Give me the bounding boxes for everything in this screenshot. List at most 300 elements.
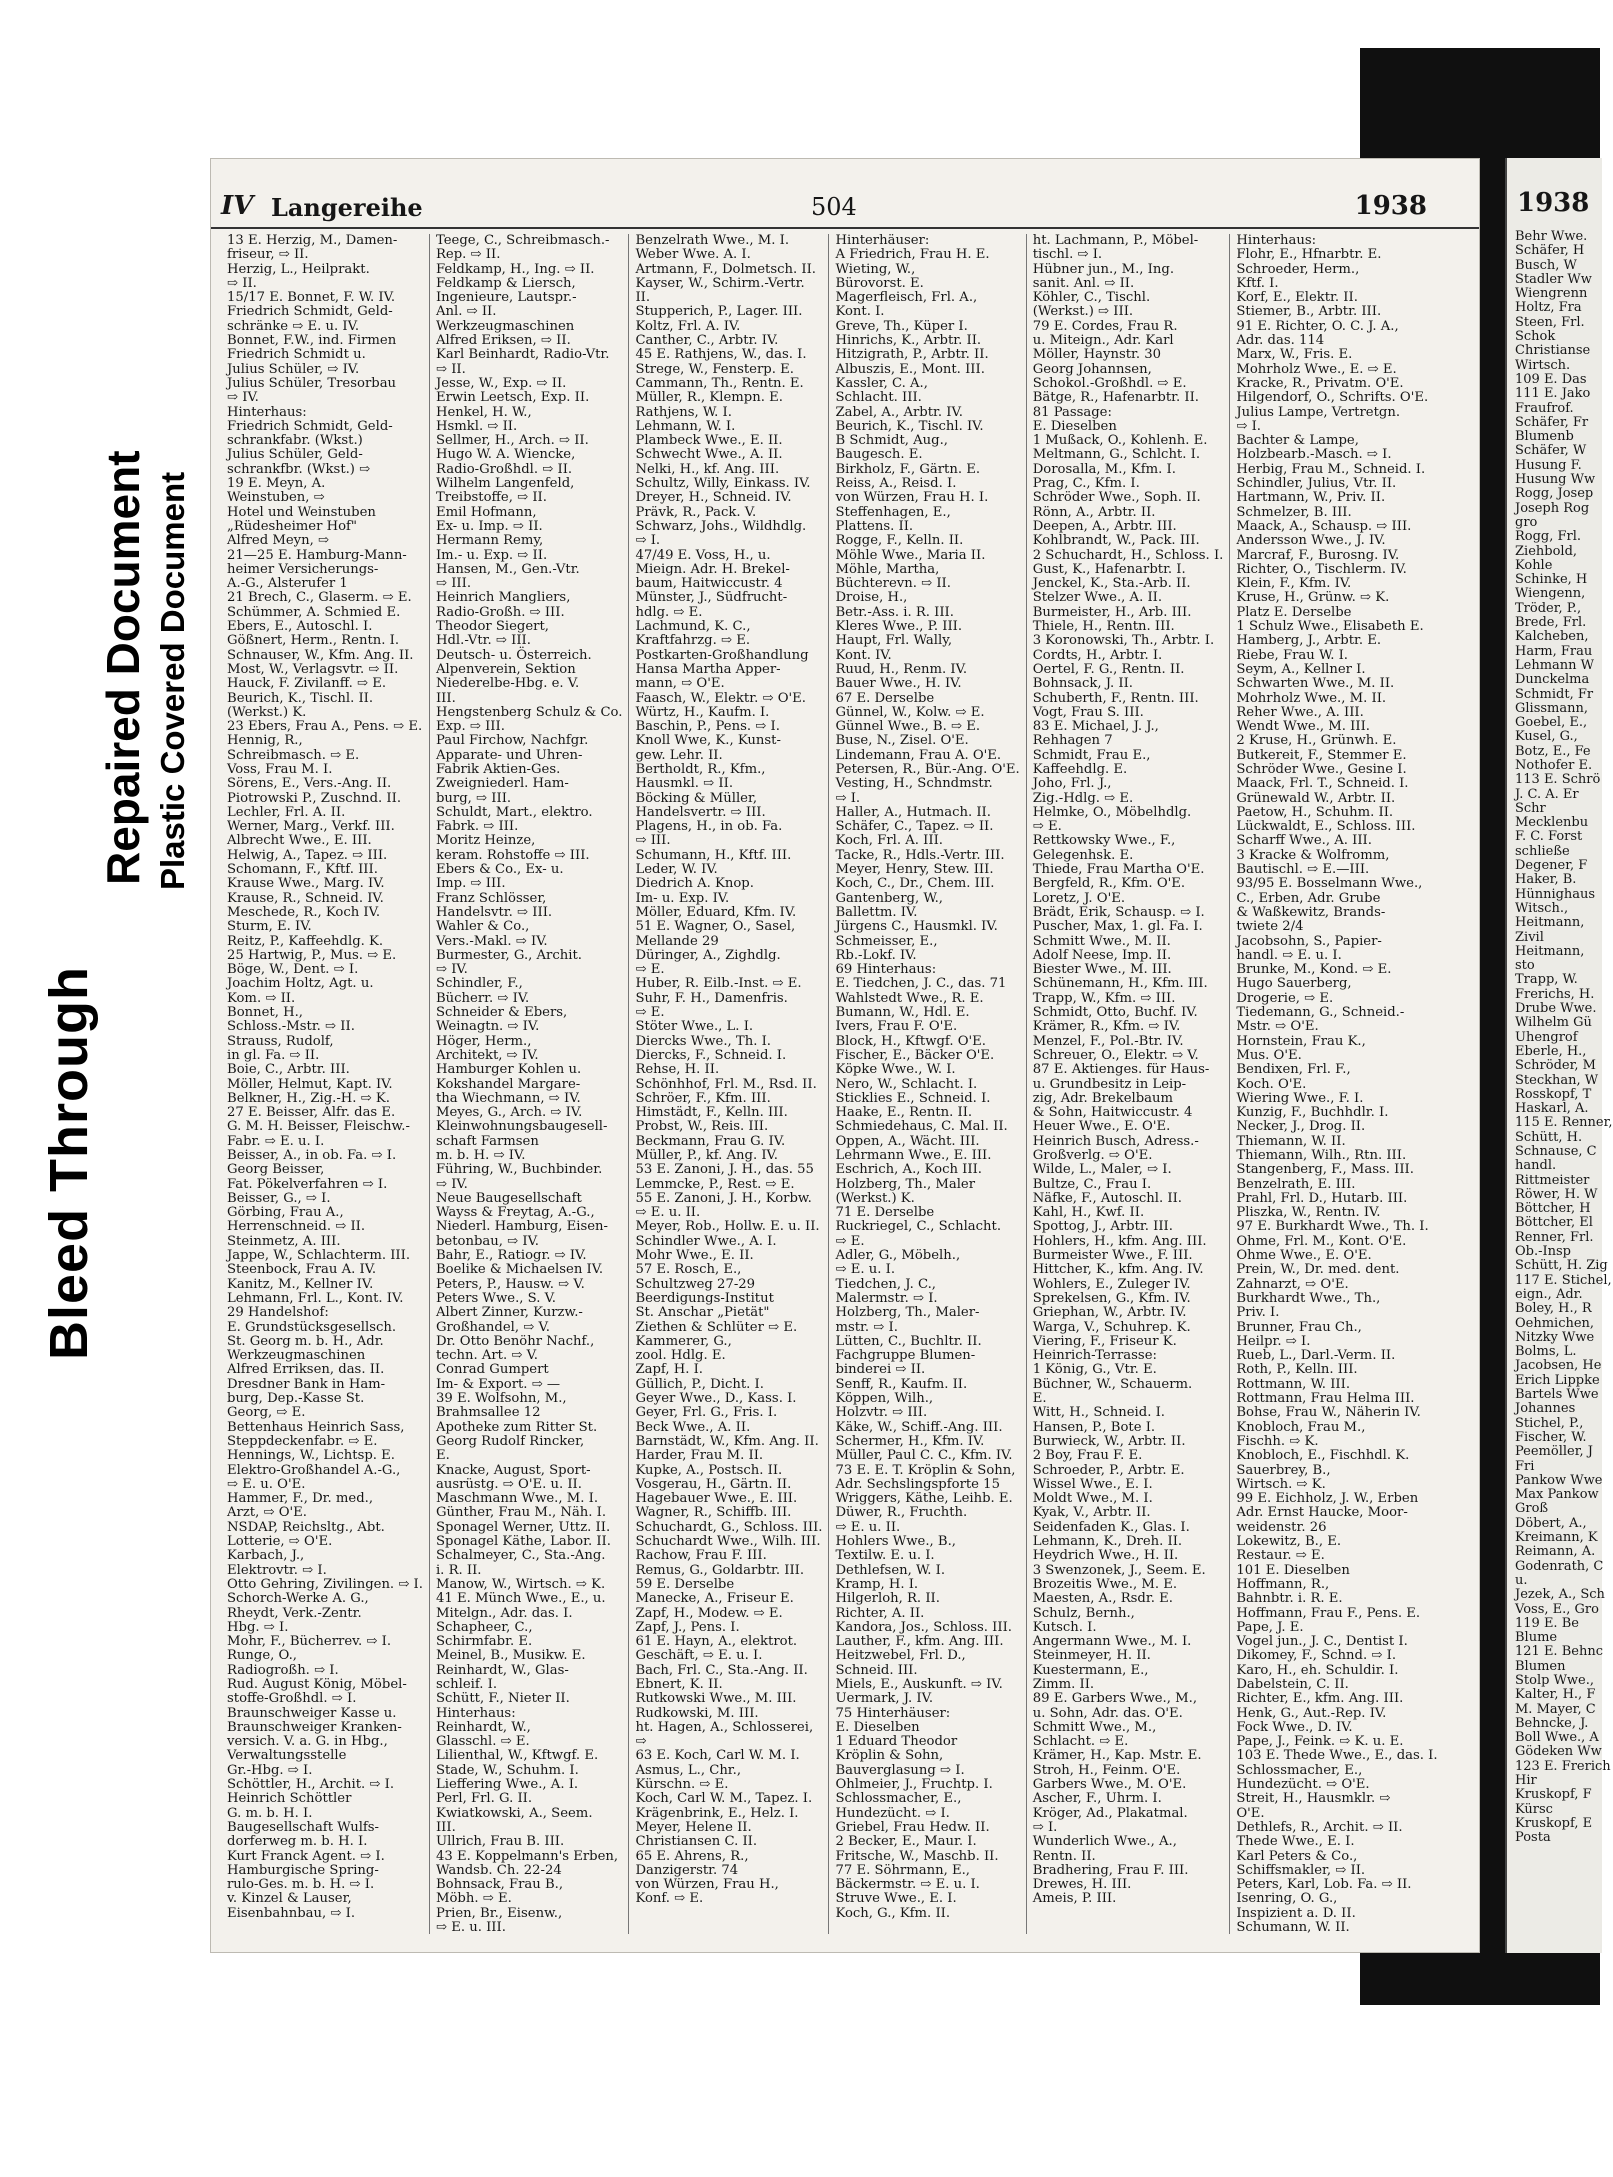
directory-entry: Feldkamp, H., Ing. ⇨ II. — [435, 261, 595, 277]
directory-entry: Herbig, Frau M., Schneid. I. — [1236, 461, 1426, 477]
directory-entry: Pape, J., Feink. ⇨ K. u. E. — [1236, 1734, 1404, 1750]
directory-entry: Sponagel Käthe, Labor. II. — [435, 1534, 611, 1550]
directory-entry: Thiele, H., Rentn. III. — [1032, 619, 1175, 635]
adjacent-page-entry: Kalter, H., F — [1515, 1687, 1596, 1703]
directory-entry: Hornstein, Frau K., — [1236, 1033, 1366, 1049]
directory-entry: (Werkst.) K. — [835, 1190, 915, 1206]
adjacent-page-entry: Goebel, E., — [1515, 715, 1588, 731]
directory-entry: Günther, Frau M., Näh. I. — [435, 1505, 607, 1521]
directory-entry: Schuldt, Mart., elektro. — [435, 804, 593, 820]
directory-entry: Rudkowski, M. III. — [635, 1705, 759, 1721]
directory-entry: Schümmer, A. Schmied E. — [227, 604, 401, 620]
directory-entry: Geschäft, ⇨ E. u. I. — [635, 1648, 763, 1664]
directory-entry: Gantenberg, W., — [835, 890, 943, 906]
directory-entry: G. m. b. H. I. — [227, 1805, 313, 1821]
directory-entry: burg, Dep.-Kasse St. — [227, 1391, 365, 1407]
directory-entry: Beck Wwe., A. II. — [635, 1419, 751, 1435]
directory-entry: Wieting, W., — [835, 261, 916, 277]
directory-entry: Eisenbahnbau, ⇨ I. — [227, 1905, 356, 1921]
directory-entry: Knobloch, Frau M., — [1236, 1419, 1366, 1435]
directory-entry: Pape, J. E. — [1236, 1619, 1304, 1635]
directory-entry: Helwig, A., Tapez. ⇨ III. — [227, 847, 388, 863]
directory-entry: Führing, W., Buchbinder. — [435, 1162, 603, 1178]
directory-entry: weidenstr. 26 — [1236, 1519, 1327, 1535]
page-number: 504 — [811, 193, 857, 221]
directory-entry: Most, W., Verlagsvtr. ⇨ II. — [227, 661, 399, 677]
directory-entry: Maesten, A., Rsdr. E. — [1032, 1591, 1173, 1607]
directory-entry: ⇨ I. — [1236, 418, 1262, 434]
adjacent-page-entry: Botz, E., Fe — [1515, 743, 1591, 759]
directory-entry: Henk, G., Aut.-Rep. IV. — [1236, 1705, 1387, 1721]
directory-entry: Gelegenhsk. E. — [1032, 847, 1134, 863]
directory-entry: Thiemann, W. II. — [1236, 1133, 1346, 1149]
directory-entry: 1 Eduard Theodor — [835, 1734, 958, 1750]
directory-entry: ⇨ E. u. III. — [435, 1920, 506, 1936]
adjacent-page-entry: Stadler Ww — [1515, 271, 1592, 287]
directory-entry: Fischer, E., Bäcker O'E. — [835, 1047, 995, 1063]
directory-entry: Rottmann, Frau Helma III. — [1236, 1391, 1415, 1407]
directory-entry: Möller, Helmut, Kapt. IV. — [227, 1076, 393, 1092]
directory-entry: Koch. O'E. — [1236, 1076, 1307, 1092]
directory-entry: ⇨ E. — [635, 1005, 665, 1021]
directory-entry: Kurt Franck Agent. ⇨ I. — [227, 1848, 385, 1864]
directory-entry: Adr. das. 114 — [1236, 333, 1325, 349]
directory-entry: Schulz, Bernh., — [1032, 1605, 1135, 1621]
adjacent-page-entry: Schnause, C — [1515, 1144, 1597, 1159]
adjacent-page-entry: Kohle — [1515, 557, 1553, 573]
directory-entry: 19 E. Meyn, A. — [227, 476, 326, 492]
directory-entry: mstr. ⇨ I. — [835, 1319, 898, 1335]
directory-entry: E. — [435, 1448, 450, 1464]
directory-entry: Cammann, Th., Rentn. E. — [635, 375, 804, 391]
adjacent-page-entry: M. Mayer, C — [1515, 1701, 1596, 1717]
directory-entry: Schumann, W. II. — [1236, 1920, 1350, 1936]
directory-entry: Tacke, R., Hdls.-Vertr. III. — [835, 847, 1005, 863]
directory-entry: 2 Boy, Frau F. E. — [1032, 1448, 1143, 1464]
directory-entry: Schreuer, O., Elektr. ⇨ V. — [1032, 1047, 1199, 1063]
directory-entry: Angermann Wwe., M. I. — [1032, 1634, 1192, 1650]
directory-entry: Koch, C., Dr., Chem. III. — [835, 876, 995, 892]
directory-entry: Andersson Wwe., J. IV. — [1236, 533, 1386, 549]
directory-entry: Beisser, G., ⇨ I. — [227, 1190, 331, 1206]
directory-entry: Schlossmacher, E., — [1236, 1762, 1363, 1778]
directory-entry: Schwarten Wwe., M. II. — [1236, 676, 1395, 692]
directory-entry: Radio-Großh. ⇨ III. — [435, 604, 565, 620]
directory-column-6 — [1230, 234, 1443, 1934]
directory-entry: 91 E. Richter, O. C. J. A., — [1236, 318, 1399, 334]
directory-entry: 21—25 E. Hamburg-Mann- — [227, 547, 407, 563]
directory-entry: Koch, Frl. A. III. — [835, 833, 943, 849]
directory-page — [210, 158, 1480, 1953]
directory-entry: Dikomey, F., Schnd. ⇨ I. — [1236, 1648, 1397, 1664]
directory-entry: Georg Beisser, — [227, 1162, 325, 1178]
directory-entry: Jesse, W., Exp. ⇨ II. — [435, 375, 567, 391]
adjacent-page-entry: 113 E. Schrö — [1515, 772, 1601, 788]
directory-entry: Adler, G., Möbelh., — [835, 1248, 961, 1264]
directory-entry: rulo-Ges. m. b. H. ⇨ I. — [227, 1877, 375, 1893]
directory-entry: Fachgruppe Blumen- — [835, 1348, 976, 1364]
directory-entry: Handelsvertr. ⇨ III. — [635, 804, 766, 820]
adjacent-page-entry: Husung F. — [1515, 457, 1582, 473]
adjacent-page-entry: Schr — [1515, 800, 1546, 816]
directory-entry: Wilde, L., Maler, ⇨ I. — [1032, 1162, 1172, 1178]
directory-entry: Schlossmacher, E., — [835, 1791, 962, 1807]
directory-entry: Schmelzer, B. III. — [1236, 504, 1352, 520]
adjacent-page-entry: Frerichs, H. — [1515, 986, 1595, 1002]
directory-entry: Meschede, R., Koch IV. — [227, 904, 381, 920]
directory-entry: Zapf, H., Modew. ⇨ E. — [635, 1605, 783, 1621]
directory-entry: 57 E. Rosch, E., — [635, 1262, 742, 1278]
directory-entry: Wilhelm Langenfeld, — [435, 476, 575, 492]
directory-entry: 61 E. Hayn, A., elektrot. — [635, 1634, 798, 1650]
directory-entry: Bohnsack, J. II. — [1032, 676, 1133, 692]
directory-entry: Sticklies E., Schneid. I. — [835, 1090, 991, 1106]
directory-entry: Näfke, F., Autoschl. II. — [1032, 1190, 1182, 1206]
directory-entry: Faasch, W., Elektr. ⇨ O'E. — [635, 690, 806, 706]
directory-entry: Kutsch. I. — [1032, 1619, 1097, 1635]
directory-entry: Theodor Siegert, — [435, 619, 549, 635]
directory-entry: Griebel, Frau Hedw. II. — [835, 1819, 990, 1835]
directory-entry: Beckmann, Frau G. IV. — [635, 1133, 786, 1149]
directory-entry: Burmester, G., Archit. — [435, 947, 582, 963]
directory-entry: Schroeder, Herm., — [1236, 261, 1360, 277]
directory-entry: Oertel, F. G., Rentn. II. — [1032, 661, 1185, 677]
directory-entry: Wendt Wwe., M. III. — [1236, 719, 1370, 735]
section-number: IV — [221, 191, 254, 221]
directory-entry: 47/49 E. Voss, H., u. — [635, 547, 771, 563]
adjacent-page-entry: 115 E. Renner, — [1515, 1115, 1613, 1131]
directory-entry: Kramp, H. I. — [835, 1576, 919, 1592]
directory-entry: 1 Mußack, O., Kohlenh. E. — [1032, 433, 1208, 449]
directory-entry: Hinterhaus: — [227, 404, 307, 420]
directory-entry: Haake, E., Rentn. II. — [835, 1105, 973, 1121]
directory-entry: Kaffeehdlg. E. — [1032, 761, 1128, 777]
directory-entry: Hsmkl. ⇨ II. — [435, 418, 518, 434]
directory-entry: Rheydt, Verk.-Zentr. — [227, 1605, 362, 1621]
directory-entry: Niederelbe-Hbg. e. V. — [435, 676, 580, 692]
directory-entry: 21 Brech, C., Glaserm. ⇨ E. — [227, 590, 412, 606]
directory-entry: Großhandel, ⇨ V. — [435, 1319, 550, 1335]
adjacent-page-entry: Schmidt, Fr — [1515, 686, 1594, 702]
directory-entry: Im- u. Exp. IV. — [635, 890, 730, 906]
directory-entry: Richter, E., kfm. Ang. III. — [1236, 1691, 1404, 1707]
directory-entry: twiete 2/4 — [1236, 919, 1304, 935]
directory-entry: Zimm. II. — [1032, 1676, 1095, 1692]
directory-entry: Thiede, Frau Martha O'E. — [1032, 862, 1205, 878]
directory-entry: Hausmkl. ⇨ II. — [635, 776, 734, 792]
directory-entry: sanit. Anl. ⇨ II. — [1032, 275, 1135, 291]
directory-entry: Radiogroßh. ⇨ I. — [227, 1662, 339, 1678]
directory-entry: Schlacht. ⇨ E. — [1032, 1734, 1129, 1750]
directory-entry: 87 E. Aktienges. für Haus- — [1032, 1062, 1210, 1078]
adjacent-page-entry: eign., Adr. — [1515, 1286, 1583, 1302]
directory-entry: Suhr, F. H., Damenfris. — [635, 990, 788, 1006]
directory-entry: Düwer, R., Fruchth. — [835, 1505, 968, 1521]
directory-entry: Käke, W., Schiff.-Ang. III. — [835, 1419, 1003, 1435]
directory-entry: schaft Farmsen — [435, 1133, 539, 1149]
directory-entry: Apparate- und Uhren- — [435, 747, 583, 763]
directory-entry: Bradhering, Frau F. III. — [1032, 1862, 1189, 1878]
directory-entry: tischl. ⇨ I. — [1032, 247, 1103, 263]
directory-entry: Stroh, H., Feinm. O'E. — [1032, 1762, 1181, 1778]
directory-entry: Schütt, F., Nieter II. — [435, 1691, 570, 1707]
adjacent-page-entry: handl. — [1515, 1158, 1557, 1174]
directory-entry: Mohr Wwe., E. II. — [635, 1248, 754, 1264]
directory-entry: Schumann, H., Kftf. III. — [635, 847, 792, 863]
directory-entry: ⇨ E. u. II. — [635, 1205, 701, 1221]
directory-entry: Schmiedehaus, C. Mal. II. — [835, 1119, 1008, 1135]
directory-entry: Zapf, J., Pens. I. — [635, 1619, 740, 1635]
directory-entry: Höger, Herm., — [435, 1033, 532, 1049]
directory-entry: Joachim Holtz, Agt. u. — [227, 976, 374, 992]
adjacent-page-entry: Jacobsen, He — [1515, 1358, 1602, 1374]
directory-entry: NSDAP, Reichsltg., Abt. — [227, 1519, 385, 1535]
adjacent-page-entry: Trapp, W. — [1515, 972, 1578, 988]
directory-entry: Fritsche, W., Maschb. II. — [835, 1848, 999, 1864]
directory-entry: Vesting, H., Schndmstr. — [835, 776, 993, 792]
directory-entry: Eschrich, A., Koch III. — [835, 1162, 982, 1178]
directory-entry: Imp. ⇨ III. — [435, 876, 506, 892]
directory-entry: keram. Rohstoffe ⇨ III. — [435, 847, 590, 863]
directory-entry: friseur, ⇨ II. — [227, 247, 309, 263]
directory-entry: Ivers, Frau F. O'E. — [835, 1019, 958, 1035]
directory-entry: 13 E. Herzig, M., Damen- — [227, 233, 398, 248]
directory-entry: Friedrich Schmidt u. — [227, 347, 366, 363]
bleed-through-label: Bleed Through — [39, 966, 99, 1360]
directory-entry: Leder, W. IV. — [635, 862, 718, 878]
directory-entry: Petersen, R., Bür.-Ang. O'E. — [835, 761, 1020, 777]
directory-entry: Jappe, W., Schlachterm. III. — [227, 1248, 411, 1264]
directory-entry: Strauss, Rudolf, — [227, 1033, 334, 1049]
directory-entry: Buse, N., Zisel. O'E. — [835, 733, 969, 749]
directory-entry: mann, ⇨ O'E. — [635, 676, 725, 692]
directory-entry: 63 E. Koch, Carl W. M. I. — [635, 1748, 800, 1764]
directory-entry: ⇨ II. — [227, 275, 257, 291]
directory-entry: Hotel und Weinstuben — [227, 504, 376, 520]
directory-entry: Heinrich Busch, Adress.- — [1032, 1133, 1199, 1149]
directory-entry: Geyer Wwe., D., Kass. I. — [635, 1391, 797, 1407]
directory-entry: Maack, Frl. T., Schneid. I. — [1236, 776, 1409, 792]
directory-entry: u. Miteign., Adr. Karl — [1032, 333, 1174, 349]
directory-entry: C., Erben, Adr. Grube — [1236, 890, 1381, 906]
directory-entry: Friedrich Schmidt, Geld- — [227, 304, 393, 320]
directory-entry: Kruse, H., Grünw. ⇨ K. — [1236, 590, 1390, 606]
directory-entry: Möller, Eduard, Kfm. IV. — [635, 904, 797, 920]
directory-entry: 69 Hinterhaus: — [835, 962, 937, 978]
directory-entry: Glasschl. ⇨ E. — [435, 1734, 530, 1750]
directory-entry: Meinel, B., Musikw. E. — [435, 1648, 586, 1664]
directory-entry: Heitzwebel, Frl. D., — [835, 1648, 966, 1664]
directory-entry: ⇨ I. — [835, 790, 861, 806]
directory-entry: E. — [1032, 1391, 1047, 1407]
directory-entry: ⇨ E. u. O'E. — [227, 1476, 306, 1492]
directory-entry: Werkzeugmaschinen — [227, 1348, 366, 1364]
directory-entry: Brozeitis Wwe., M. E. — [1032, 1576, 1178, 1592]
page-header — [211, 187, 1479, 229]
directory-entry: Fabrik Aktien-Ges. — [435, 761, 561, 777]
directory-entry: Heinrich-Terrasse: — [1032, 1348, 1157, 1364]
adjacent-page-entry: Fraufrof. — [1515, 400, 1574, 416]
directory-entry: 65 E. Ahrens, R., — [635, 1848, 749, 1864]
directory-entry: Hbg. ⇨ I. — [227, 1619, 289, 1635]
adjacent-page-entry: Heitmann, — [1515, 943, 1585, 959]
directory-entry: Im.- u. Exp. ⇨ II. — [435, 547, 548, 563]
directory-entry: Ohme Wwe., E. O'E. — [1236, 1248, 1372, 1264]
directory-entry: St. Anschar „Pietät" — [635, 1305, 770, 1321]
directory-entry: Günnel Wwe., B. ⇨ E. — [835, 719, 981, 735]
directory-entry: Lokewitz, B., E. — [1236, 1534, 1342, 1550]
directory-entry: Nero, W., Schlacht. I. — [835, 1076, 978, 1092]
directory-entry: Peters, Karl, Lob. Fa. ⇨ II. — [1236, 1877, 1412, 1893]
directory-entry: Dethlefsen, W. I. — [835, 1562, 946, 1578]
directory-entry: Heinrich Mangliers, — [435, 590, 571, 606]
directory-entry: Hinterhaus: — [435, 1705, 516, 1721]
directory-entry: Holzbearb.-Masch. ⇨ I. — [1236, 447, 1392, 463]
directory-entry: Lechler, Frl. A. II. — [227, 804, 346, 820]
directory-entry: Mohrholz Wwe., E. ⇨ E. — [1236, 361, 1397, 377]
directory-entry: Exp. ⇨ III. — [435, 719, 505, 735]
directory-entry: Julius Schüler, Geld- — [227, 447, 363, 463]
directory-entry: Wagner, R., Schiffb. III. — [635, 1505, 792, 1521]
directory-entry: Heilpr. ⇨ I. — [1236, 1333, 1311, 1349]
directory-entry: 45 E. Rathjens, W., das. I. — [635, 347, 807, 363]
directory-entry: Sprekelsen, G., Kfm. IV. — [1032, 1290, 1191, 1306]
directory-entry: Hohlers Wwe., B., — [835, 1534, 957, 1550]
directory-entry: Mellande 29 — [635, 933, 719, 949]
directory-entry: Großverlg. ⇨ O'E. — [1032, 1148, 1153, 1163]
directory-entry: Holzvtr. ⇨ III. — [835, 1405, 928, 1421]
directory-entry: Kröger, Ad., Plakatmal. — [1032, 1805, 1188, 1821]
directory-entry: Manecke, A., Friseur E. — [635, 1591, 794, 1607]
directory-entry: Kayser, W., Schirm.-Vertr. — [635, 275, 805, 291]
directory-entry: 1 Schulz Wwe., Elisabeth E. — [1236, 619, 1424, 635]
directory-entry: (Werkst.) ⇨ III. — [1032, 304, 1134, 320]
directory-entry: schrankfbr. (Wkst.) ⇨ — [227, 461, 371, 477]
directory-entry: Weinagtn. ⇨ IV. — [435, 1019, 540, 1035]
adjacent-page-entry: Döbert, A., — [1515, 1515, 1587, 1531]
directory-entry: ⇨ — [635, 1734, 647, 1750]
directory-entry: 1 König, G., Vtr. E. — [1032, 1362, 1157, 1378]
adjacent-page-entry: Kusel, G., — [1515, 729, 1578, 745]
directory-entry: ⇨ IV. — [435, 1176, 468, 1192]
adjacent-page-entry: Schütt, H. — [1515, 1129, 1583, 1145]
directory-entry: Hamberg, J., Arbtr. E. — [1236, 633, 1382, 649]
directory-entry: Stade, W., Schuhm. I. — [435, 1762, 579, 1778]
directory-entry: Wiering Wwe., F. I. — [1236, 1090, 1364, 1106]
directory-entry: Treibstoffe, ⇨ II. — [435, 490, 547, 506]
directory-entry: 2 Kruse, H., Grünwh. E. — [1236, 733, 1397, 749]
street-name: Langereihe — [271, 193, 423, 222]
entry-columns — [221, 233, 1438, 1936]
directory-entry: Julius Lampe, Vertretgn. — [1236, 404, 1401, 420]
repaired-document-label: Repaired Document — [97, 450, 149, 885]
directory-entry: Schünemann, H., Kfm. III. — [1032, 976, 1208, 992]
directory-entry: Schermer, H., Kfm. IV. — [835, 1433, 985, 1449]
adjacent-page-entry: Behncke, J. — [1515, 1715, 1589, 1731]
directory-entry: Hittcher, K., kfm. Ang. IV. — [1032, 1262, 1204, 1278]
directory-entry: Deutsch- u. Österreich. — [435, 647, 592, 663]
directory-entry: Im- & Export. ⇨ — — [435, 1376, 561, 1392]
directory-entry: Prahl, Frl. D., Hutarb. III. — [1236, 1190, 1408, 1206]
directory-entry: Schäfer, C., Tapez. ⇨ II. — [835, 819, 994, 835]
directory-entry: Spottog, J., Arbtr. III. — [1032, 1219, 1173, 1235]
adjacent-page-entry: Gödeken Ww — [1515, 1744, 1602, 1760]
directory-entry: Barnstädt, W., Kfm. Ang. II. — [635, 1433, 819, 1449]
directory-entry: Bertholdt, R., Kfm., — [635, 761, 766, 777]
directory-entry: baum, Haitwiccustr. 4 — [635, 576, 783, 592]
directory-entry: Schindler, Julius, Vtr. II. — [1236, 476, 1397, 492]
directory-entry: Ascher, F., Uhrm. I. — [1032, 1791, 1162, 1807]
directory-entry: Bumann, W., Hdl. E. — [835, 1005, 970, 1021]
adjacent-page-entry: Blumen — [1515, 1658, 1566, 1674]
directory-entry: Warga, V., Schuhrep. K. — [1032, 1319, 1191, 1335]
directory-entry: schleif. I. — [435, 1676, 498, 1692]
directory-entry: Asmus, L., Chr., — [635, 1762, 742, 1778]
directory-entry: Kleinwohnungsbaugesell- — [435, 1119, 608, 1135]
directory-entry: Baugesch. E. — [835, 447, 923, 463]
directory-entry: Heuer Wwe., E. O'E. — [1032, 1119, 1171, 1135]
directory-entry: 29 Handelshof: — [227, 1305, 329, 1321]
adjacent-page-entry: Schröder, M — [1515, 1058, 1596, 1074]
directory-entry: A.-G., Alsterufer 1 — [227, 576, 348, 592]
adjacent-page-entry: Rogg, Frl. — [1515, 529, 1582, 545]
directory-entry: ⇨ IV. — [435, 962, 468, 978]
directory-entry: Paul Firchow, Nachfgr. — [435, 733, 589, 749]
directory-entry: Stiemer, B., Arbtr. III. — [1236, 304, 1382, 320]
directory-entry: Griephan, W., Arbtr. IV. — [1032, 1305, 1187, 1321]
directory-entry: Bätge, R., Hafenarbtr. II. — [1032, 390, 1200, 406]
adjacent-page-entry: Drube Wwe. — [1515, 1001, 1597, 1017]
directory-entry: ⇨ III. — [635, 833, 671, 849]
directory-entry: Köhler, C., Tischl. — [1032, 290, 1151, 306]
directory-entry: E. Tiedchen, J. C., das. 71 — [835, 976, 1007, 992]
adjacent-page-entry: 117 E. Stichel, — [1515, 1272, 1612, 1288]
directory-entry: Peters, P., Hausw. ⇨ V. — [435, 1276, 585, 1292]
directory-entry: gew. Lehr. II. — [635, 747, 723, 763]
adjacent-page-entry: Ziehbold, — [1515, 543, 1578, 559]
directory-entry: Greve, Th., Küper I. — [835, 318, 968, 334]
directory-entry: Sauerbrey, B., — [1236, 1462, 1331, 1478]
directory-column-2 — [430, 234, 629, 1934]
directory-entry: Moldt Wwe., M. I. — [1032, 1491, 1153, 1507]
directory-entry: Runge, O., — [227, 1648, 297, 1664]
directory-entry: Ingenieure, Lautspr.- — [435, 290, 577, 306]
directory-entry: Friedrich Schmidt, Geld- — [227, 418, 393, 434]
directory-entry: Rottmann, W. III. — [1236, 1376, 1351, 1392]
directory-entry: Georg Rudolf Rincker, — [435, 1433, 585, 1449]
directory-entry: 55 E. Zanoni, J. H., Korbw. — [635, 1190, 812, 1206]
directory-entry: Schroeder, P., Arbtr. E. — [1032, 1462, 1185, 1478]
adjacent-page-entry: Kruskopf, E — [1515, 1815, 1593, 1831]
directory-entry: Tiedemann, G., Schneid.- — [1236, 1005, 1405, 1021]
adjacent-page-entry: Godenrath, C — [1515, 1558, 1604, 1574]
directory-entry: Fabrk. ⇨ III. — [435, 819, 519, 835]
adjacent-page-entry: Oehmichen, — [1515, 1315, 1595, 1331]
directory-entry: Prien, Br., Eisenw., — [435, 1905, 563, 1921]
directory-entry: Ohme, Frl. M., Kont. O'E. — [1236, 1233, 1407, 1249]
directory-entry: Heydrich Wwe., H. II. — [1032, 1548, 1179, 1564]
directory-entry: Harder, Frau M. II. — [635, 1448, 764, 1464]
adjacent-page-entry: Schäfer, H — [1515, 243, 1585, 259]
directory-entry: Wandsb. Ch. 22-24 — [435, 1862, 562, 1878]
directory-entry: St. Georg m. b. H., Adr. — [227, 1333, 384, 1349]
directory-entry: Müller, Paul C. C., Kfm. IV. — [835, 1448, 1013, 1464]
directory-entry: Sponagel Werner, Uttz. II. — [435, 1519, 611, 1535]
directory-entry: ⇨ II. — [435, 361, 466, 377]
directory-entry: Stangenberg, F., Mass. III. — [1236, 1162, 1414, 1178]
directory-column-5 — [1027, 234, 1231, 1934]
directory-entry: Block, H., Kftwgf. O'E. — [835, 1033, 986, 1049]
